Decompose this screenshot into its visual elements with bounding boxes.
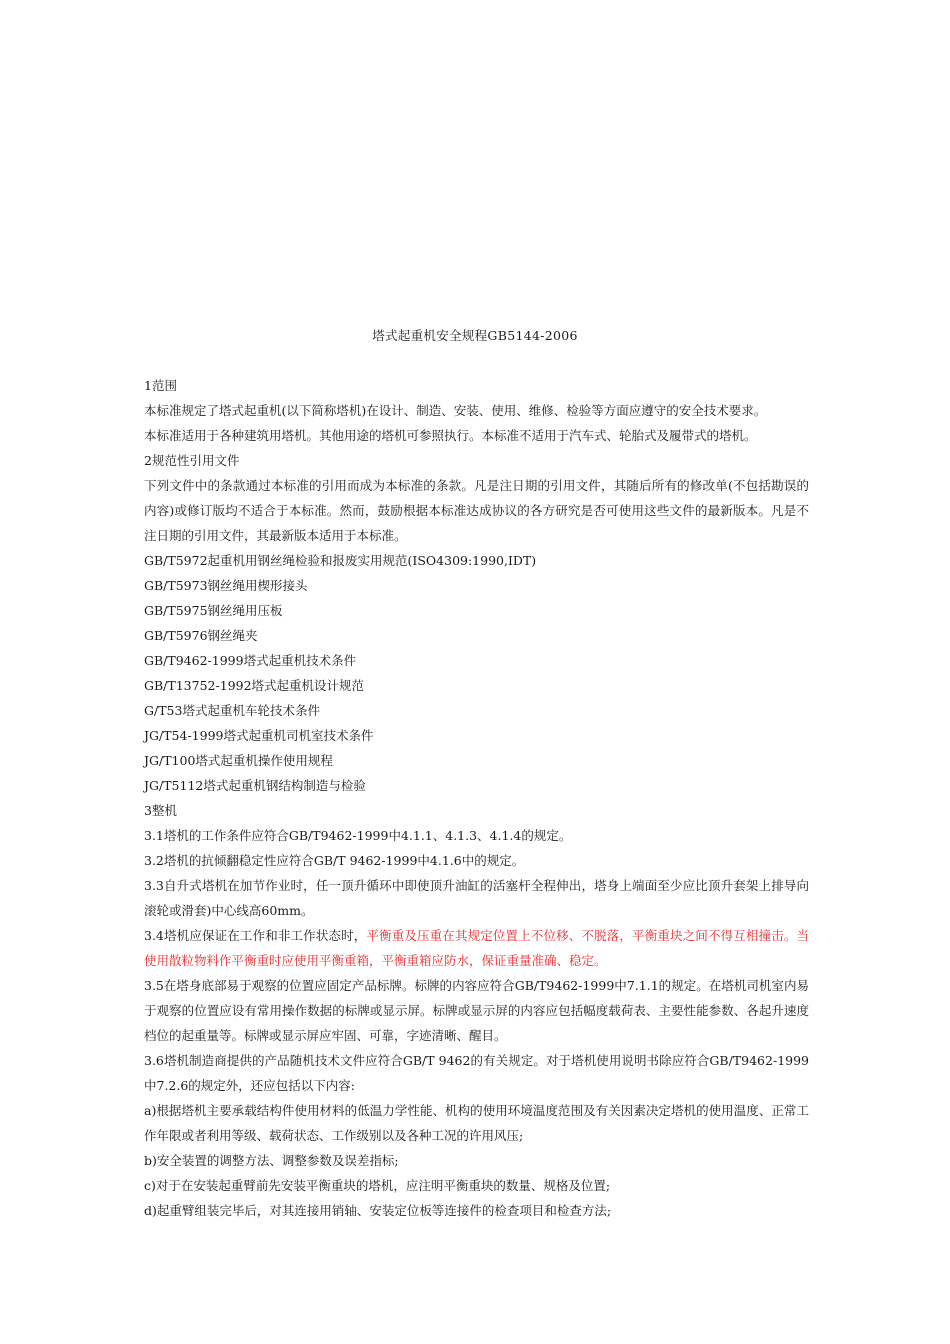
- reference-item: G/T53塔式起重机车轮技术条件: [144, 703, 320, 718]
- paragraph: 本标准适用于各种建筑用塔机。其他用途的塔机可参照执行。本标准不适用于汽车式、轮胎式及履带式的塔机。: [144, 428, 757, 443]
- reference-item: GB/T5973钢丝绳用楔形接头: [144, 578, 308, 593]
- clause-3-3: 3.3自升式塔机在加节作业时，任一顶升循环中即使顶升油缸的活塞杆全程伸出，塔身上端面至少应比顶升套架上排导向滚轮或滑套)中心线高60mm。: [144, 878, 809, 918]
- section-heading-1: 1范围: [144, 378, 177, 393]
- section-heading-3: 3整机: [144, 803, 177, 818]
- list-item-d: d)起重臂组装完毕后，对其连接用销轴、安装定位板等连接件的检查项目和检查方法;: [144, 1203, 612, 1218]
- clause-3-6: 3.6塔机制造商提供的产品随机技术文件应符合GB/T 9462的有关规定。对于塔机使用说明书除应符合GB/T9462-1999中7.2.6的规定外，还应包括以下内容:: [144, 1053, 809, 1093]
- clause-3-2: 3.2塔机的抗倾翻稳定性应符合GB/T 9462-1999中4.1.6中的规定。: [144, 853, 525, 868]
- document-title: 塔式起重机安全规程GB5144-2006: [372, 328, 578, 343]
- reference-item: JG/T54-1999塔式起重机司机室技术条件: [144, 728, 374, 743]
- list-item-c: c)对于在安装起重臂前先安装平衡重块的塔机，应注明平衡重块的数量、规格及位置;: [144, 1178, 611, 1193]
- section-heading-2: 2规范性引用文件: [144, 453, 240, 468]
- paragraph: 本标准规定了塔式起重机(以下简称塔机)在设计、制造、安装、使用、维修、检验等方面应遵守的安全技术要求。: [144, 403, 767, 418]
- reference-item: GB/T5975钢丝绳用压板: [144, 603, 283, 618]
- clause-3-4-prefix: 3.4塔机应保证在工作和非工作状态时，: [144, 928, 367, 943]
- reference-item: GB/T5976钢丝绳夹: [144, 628, 258, 643]
- list-item-a: a)根据塔机主要承载结构件使用材料的低温力学性能、机构的使用环境温度范围及有关因素决定塔机的使用温度、正常工作年限或者利用等级、载荷状态、工作级别以及各种工况的许用风压;: [144, 1103, 809, 1143]
- reference-item: GB/T9462-1999塔式起重机技术条件: [144, 653, 357, 668]
- clause-3-4: [144, 923, 809, 973]
- clause-3-4-highlight: 平衡重及压重在其规定位置上不位移、不脱落，平衡重块之间不得互相撞击。当使用散粒物料作平衡重时应使用平衡重箱，平衡重箱应防水，保证重量准确、稳定。: [144, 928, 809, 968]
- clause-3-1: 3.1塔机的工作条件应符合GB/T9462-1999中4.1.1、4.1.3、4.1.4的规定。: [144, 828, 572, 843]
- reference-item: JG/T100塔式起重机操作使用规程: [144, 753, 333, 768]
- list-item-b: b)安全装置的调整方法、调整参数及误差指标;: [144, 1153, 399, 1168]
- document-body: [144, 373, 809, 1223]
- paragraph: 下列文件中的条款通过本标准的引用而成为本标准的条款。凡是注日期的引用文件，其随后所有的修改单(不包括勘误的内容)或修订版均不适合于本标准。然而，鼓励根据本标准达成协议的各方研究是否可使用这些文件的最新版本。凡是不注日期的引用文件，其最新版本适用于本标准。: [144, 478, 809, 543]
- clause-3-5: 3.5在塔身底部易于观察的位置应固定产品标牌。标牌的内容应符合GB/T9462-1999中7.1.1的规定。在塔机司机室内易于观察的位置应设有常用操作数据的标牌或显示屏。标牌或显示屏的内容应包括幅度载荷表、主要性能参数、各起升速度档位的起重量等。标牌或显示屏应牢固、可靠，字迹清晰、醒目。: [144, 978, 809, 1043]
- reference-item: GB/T5972起重机用钢丝绳检验和报废实用规范(ISO4309:1990,IDT): [144, 553, 537, 568]
- reference-item: GB/T13752-1992塔式起重机设计规范: [144, 678, 365, 693]
- reference-item: JG/T5112塔式起重机钢结构制造与检验: [144, 778, 366, 793]
